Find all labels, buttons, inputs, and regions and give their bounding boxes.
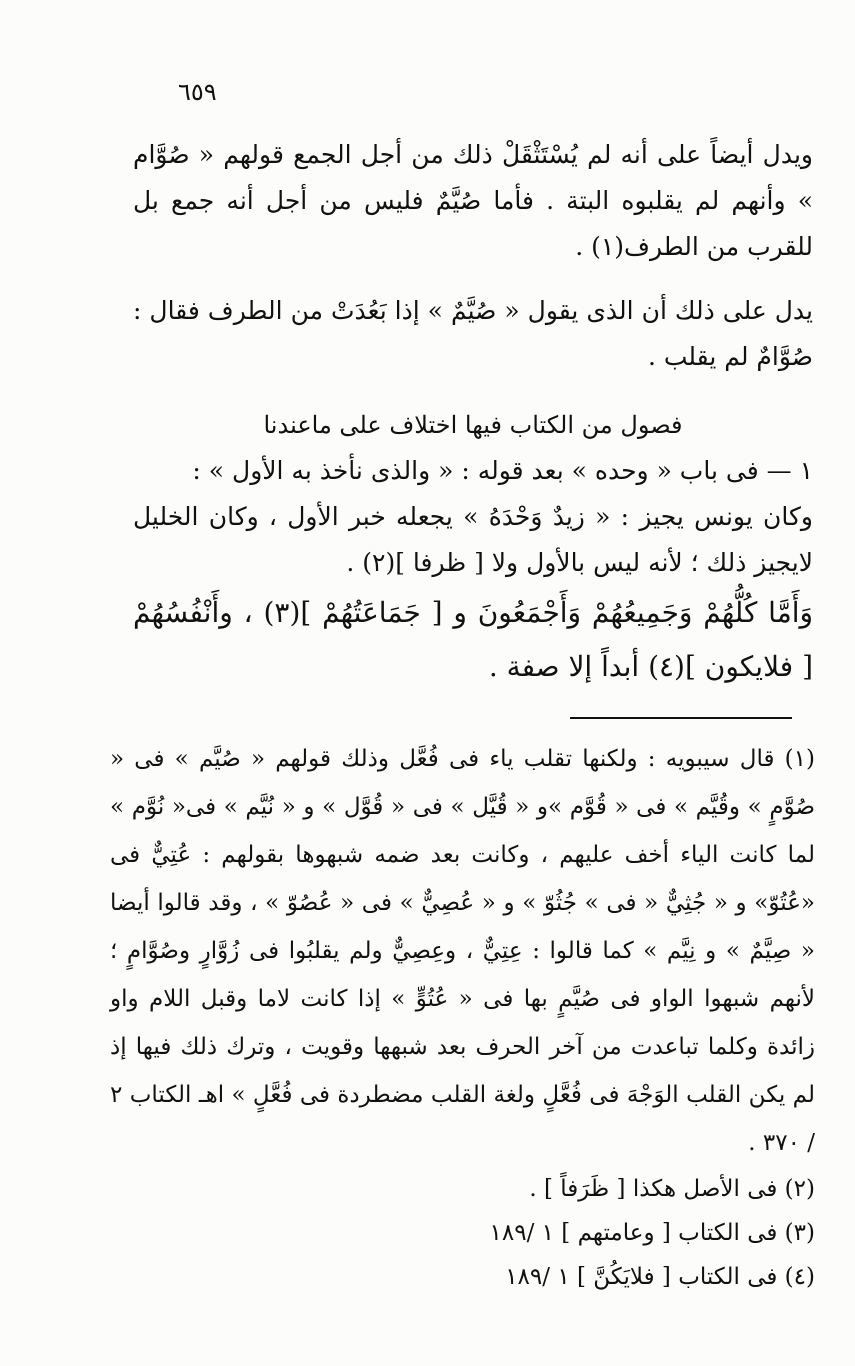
- paragraph-4: وكان يونس يجيز : « زيدٌ وَحْدَهُ » يجعله خبر الأول ، وكان الخليل لايجيز ذلك ؛ لأنه ليس بالأول ولا [ ظرفا ](٢) .: [133, 502, 813, 577]
- footnote-1: (١) قال سيبويه : ولكنها تقلب ياء فى فُعَّل وذلك قولهم « صُيَّم » فى « صُوَّمٍ » وقُيَّم » فى « قُوَّم »و « قُيَّل » فى « قُوَّل » و « نُيَّم » فى« نُوَّم » لما كانت الياء أخف عليهم ، وكانت بعد ضمه شبهوها بقولهم : عُتِيٌّ فى «عُتُوّ» و « جُثِيٌّ « فى » جُثُوّ » و « عُصِيٌّ » فى « عُصُوّ » ، وقد قالوا أيضا « صِيَّمٌ » و نِيَّم » كما قالوا : عِتِيٌّ ، وعِصِيٌّ ولم يقلبُوا فى زُوَّارٍ وصُوَّامٍ ؛ لأنهم شبهوا الواو فى صُيَّمٍ بها فى « عُتُوٍّ » إذا كانت لاما وقبل اللام واو زائدة وكلما تباعدت من آخر الحرف بعد شبهها وقويت ، وترك ذلك فيها إذ لم يكن القلب الوَجْهَ فى فُعَّلٍ ولغة القلب مضطردة فى فُعَّلٍ » اهـ الكتاب ٢ / ٣٧٠ .: [110, 746, 815, 1156]
- main-text: [133, 132, 813, 694]
- paragraph-2: يدل على ذلك أن الذى يقول « صُيَّمٌ » إذا بَعُدَتْ من الطرف فقال : صُوَّامٌ لم يقلب .: [133, 296, 814, 371]
- footnote-3: (٣) فى الكتاب [ وعامتهم ] ١ /١٨٩: [489, 1220, 815, 1246]
- footnote-2: (٢) فى الأصل هكذا [ ظَرَفاً ] .: [529, 1176, 815, 1202]
- paragraph-3: ١ — فى باب « وحده » بعد قوله : « والذى نأخذ به الأول » :: [192, 456, 813, 485]
- paragraph-1: ويدل أيضاً على أنه لم يُسْتَثْقَلْ ذلك من أجل الجمع قولهم « صُوَّام » وأنهم لم يقلبوه البتة . فأما صُيَّمٌ فليس من أجل أنه جمع بل للقرب من الطرف(١) .: [133, 140, 813, 261]
- footnote-divider: [570, 717, 792, 719]
- footnotes: [110, 735, 815, 1299]
- page-number: ٦٥٩: [178, 78, 217, 106]
- paragraph-5: وَأَمَّا كُلُّهُمْ وَجَمِيعُهُمْ وَأَجْمَعُونَ و [ جَمَاعَتُهُمْ ](٣) ، وأَنْفُسُهُمْ [ فلايكون ](٤) أبداً إلا صفة .: [133, 596, 814, 683]
- footnote-4: (٤) فى الكتاب [ فلايَكُنَّ ] ١ /١٨٩: [505, 1264, 815, 1290]
- section-heading: فصول من الكتاب فيها اختلاف على ماعندنا: [263, 411, 683, 439]
